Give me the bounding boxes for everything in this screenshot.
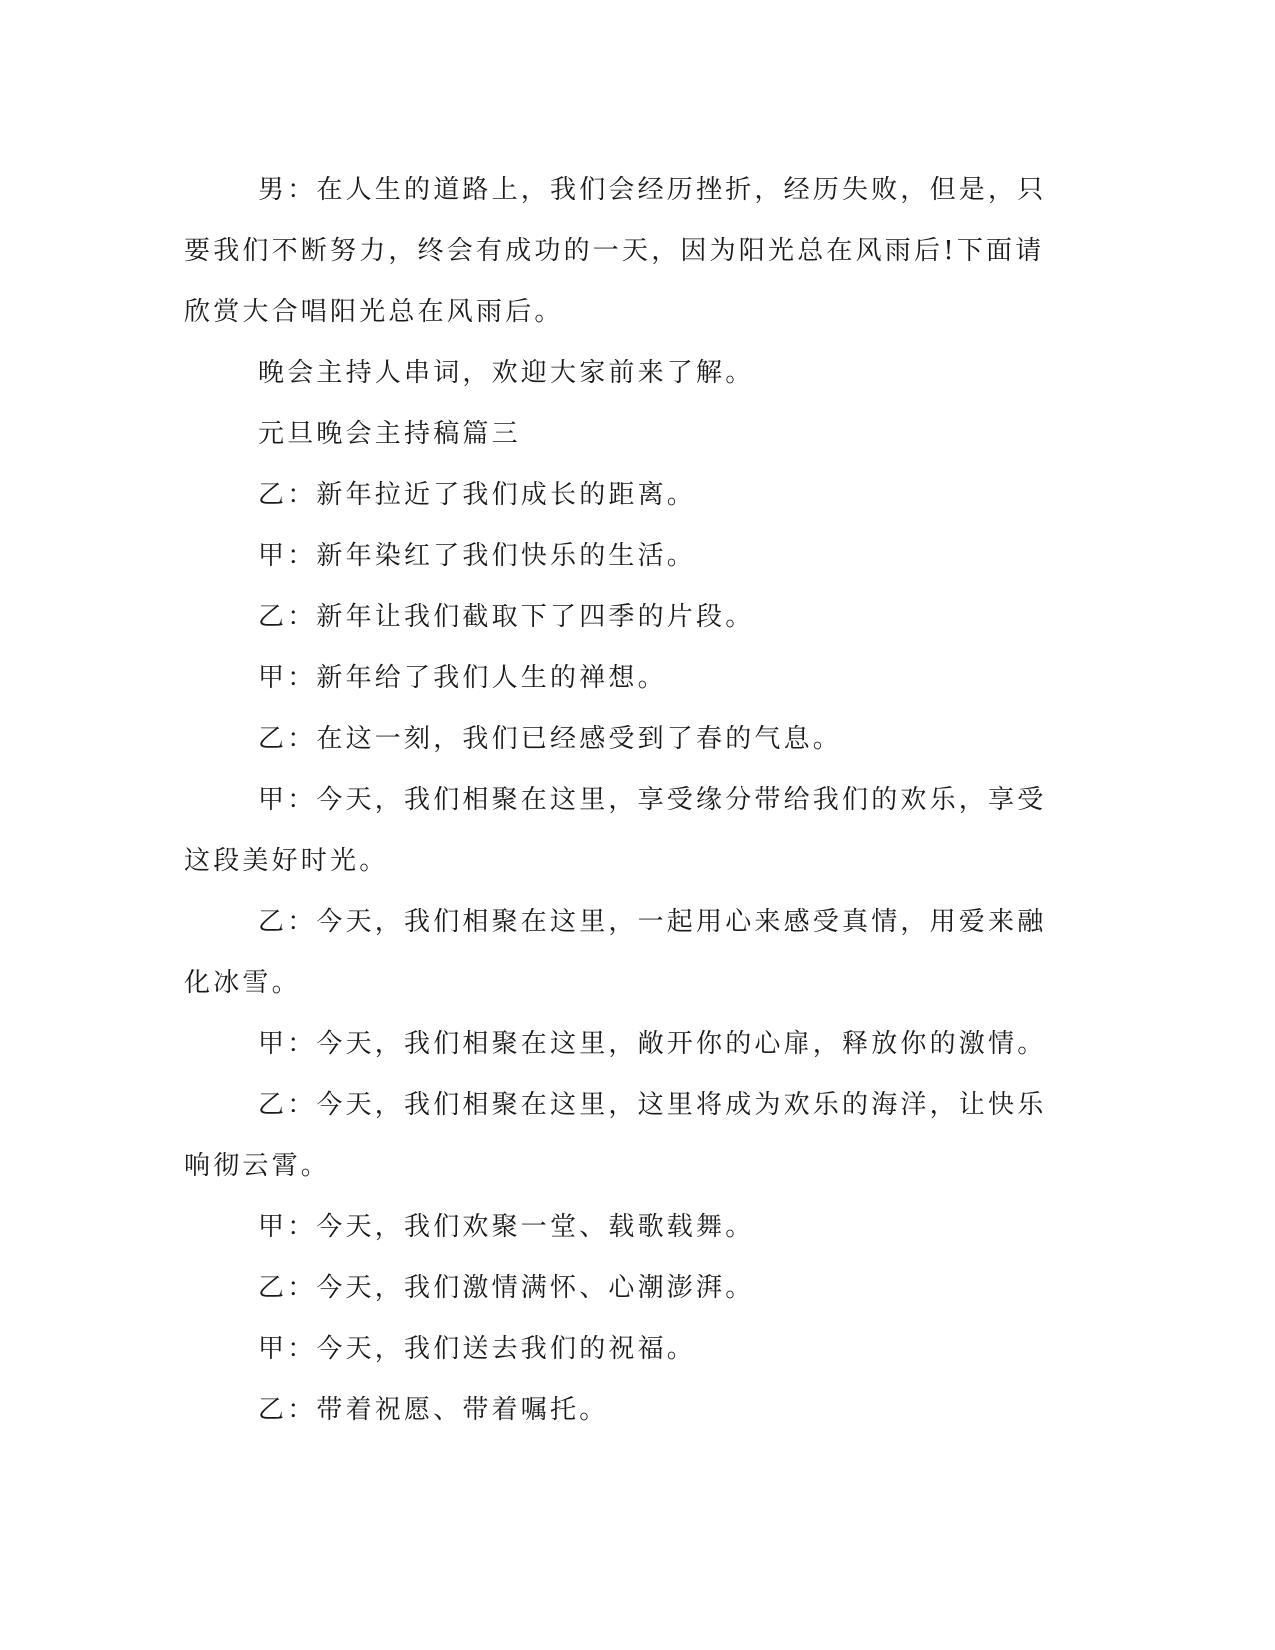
paragraph: 甲：今天，我们相聚在这里，享受缘分带给我们的欢乐，享受这段美好时光。: [184, 785, 1047, 876]
paragraph: 乙：新年让我们截取下了四季的片段。: [258, 602, 755, 632]
paragraph: 甲：今天，我们欢聚一堂、载歌载舞。: [258, 1212, 755, 1242]
paragraph: 甲：新年染红了我们快乐的生活。: [258, 541, 697, 571]
paragraph: 晚会主持人串词，欢迎大家前来了解。: [258, 358, 755, 388]
paragraph: 乙：今天，我们相聚在这里，一起用心来感受真情，用爱来融化冰雪。: [184, 907, 1047, 998]
paragraph: 乙：新年拉近了我们成长的距离。: [258, 480, 697, 510]
paragraph: 甲：新年给了我们人生的禅想。: [258, 663, 667, 693]
paragraph: 乙：今天，我们激情满怀、心潮澎湃。: [258, 1273, 755, 1303]
section-heading: 元旦晚会主持稿篇三: [258, 419, 521, 449]
paragraph: 乙：带着祝愿、带着嘱托。: [258, 1395, 609, 1425]
paragraph: 乙：在这一刻，我们已经感受到了春的气息。: [258, 724, 843, 754]
paragraph: 甲：今天，我们相聚在这里，敞开你的心扉，释放你的激情。: [258, 1029, 1047, 1059]
paragraph: 男：在人生的道路上，我们会经历挫折，经历失败，但是，只要我们不断努力，终会有成功的一天，因为阳光总在风雨后!下面请欣赏大合唱阳光总在风雨后。: [184, 175, 1047, 327]
document-body: [184, 160, 1054, 1441]
paragraph: 甲：今天，我们送去我们的祝福。: [258, 1334, 697, 1364]
paragraph: 乙：今天，我们相聚在这里，这里将成为欢乐的海洋，让快乐响彻云霄。: [184, 1090, 1047, 1181]
